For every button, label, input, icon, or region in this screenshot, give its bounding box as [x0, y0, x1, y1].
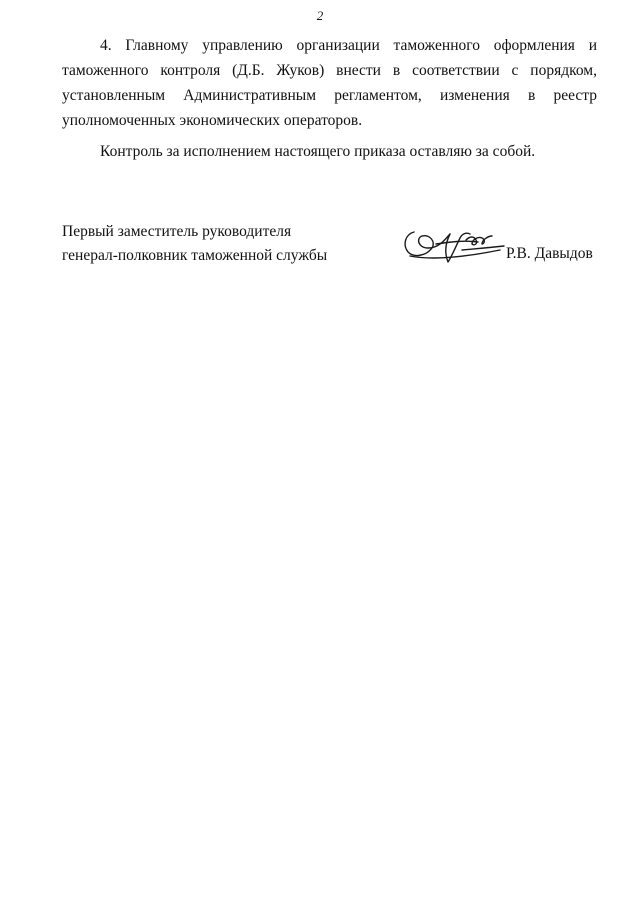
- signatory-position: [62, 220, 327, 268]
- handwritten-signature: [400, 222, 510, 266]
- paragraph-item-4: [62, 33, 597, 133]
- signature-strokes: [405, 232, 504, 262]
- paragraph-line: уполномоченных экономических операторов.: [62, 112, 363, 129]
- paragraph-control: Контроль за исполнением настоящего приказа оставляю за собой.: [100, 143, 536, 160]
- paragraph-line: 4. Главному управлению организации таможенного оформления и: [100, 37, 597, 54]
- signatory-name: Р.В. Давыдов: [506, 245, 593, 262]
- signatory-position-line: Первый заместитель руководителя: [62, 223, 292, 240]
- page-number: 2: [316, 8, 324, 23]
- paragraph-line: установленным Административным регламентом, изменения в реестр: [62, 87, 597, 104]
- signatory-position-line: генерал-полковник таможенной службы: [62, 247, 328, 264]
- paragraph-line: таможенного контроля (Д.Б. Жуков) внести в соответствии с порядком,: [62, 62, 597, 79]
